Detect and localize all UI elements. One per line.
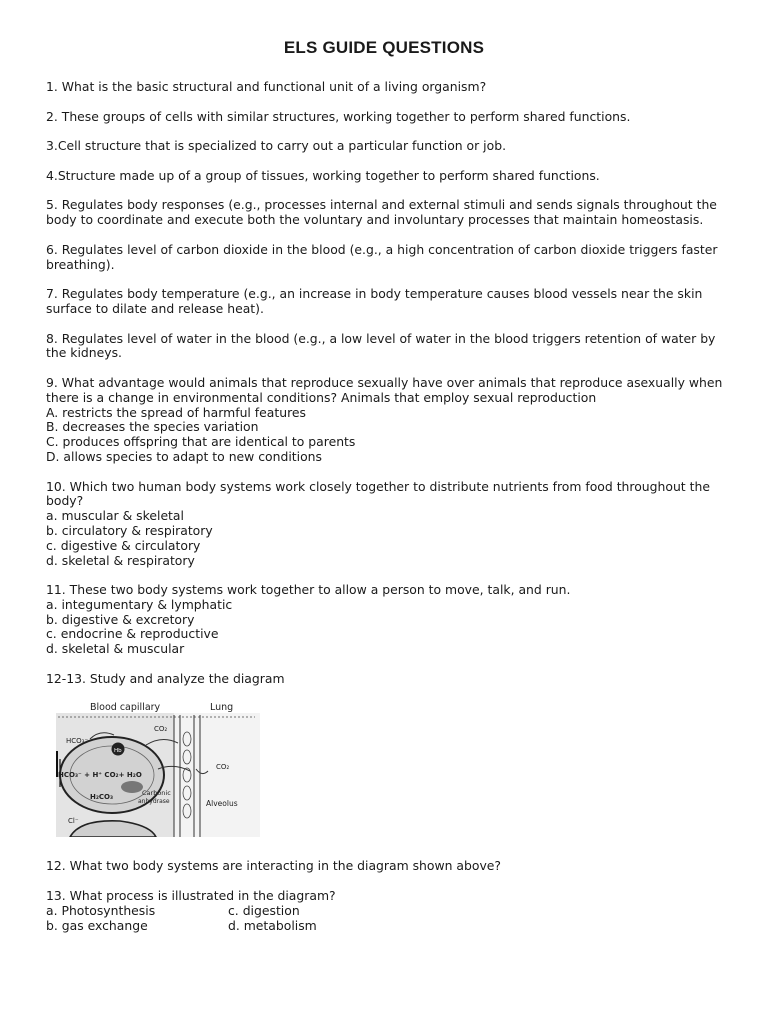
question-9 [46, 376, 726, 465]
gas-exchange-diagram [50, 699, 260, 837]
answer-options [46, 904, 726, 934]
question-text: 13. What process is illustrated in the diagram? [46, 888, 336, 904]
h2co3-label: H₂CO₃ [90, 793, 114, 802]
answer-option: a. integumentary & lymphatic [46, 596, 233, 612]
blood-capillary-label: Blood capillary [90, 702, 161, 714]
questions-list [46, 80, 726, 948]
question-12-13-intro [46, 672, 726, 687]
answer-option: C. produces offspring that are identical to parents [46, 434, 356, 450]
question-6 [46, 243, 726, 273]
carbonic-label: Carbonic [142, 789, 171, 798]
question-3 [46, 139, 726, 154]
question-text: 3.Cell structure that is specialized to carry out a particular function or job. [46, 138, 507, 154]
carbonic-anhydrase-enzyme [121, 781, 143, 793]
answer-option: c. digestion [228, 902, 300, 918]
cl-label: Cl⁻ [68, 817, 79, 826]
alveolus-label: Alveolus [206, 799, 238, 809]
answer-option: b. gas exchange [46, 917, 148, 933]
question-4 [46, 169, 726, 184]
answer-options [46, 598, 726, 657]
answer-option: c. endocrine & reproductive [46, 626, 219, 642]
question-text: 12-13. Study and analyze the diagram [46, 670, 285, 686]
answer-option: d. skeletal & respiratory [46, 552, 195, 568]
question-8 [46, 332, 726, 362]
answer-option: b. circulatory & respiratory [46, 522, 213, 538]
question-13 [46, 889, 726, 933]
question-12 [46, 859, 726, 874]
answer-option: c. digestive & circulatory [46, 537, 201, 553]
question-text: 9. What advantage would animals that reproduce sexually have over animals that reproduce asexually when there is a change in environmental conditions? Animals that employ sexual reproduction [46, 374, 723, 405]
answer-option: b. digestive & excretory [46, 611, 195, 627]
question-text: 11. These two body systems work together to allow a person to move, talk, and run. [46, 582, 571, 598]
answer-options [46, 406, 726, 465]
co2-label-right: CO₂ [216, 763, 230, 772]
answer-option: A. restricts the spread of harmful features [46, 404, 306, 420]
question-text: 1. What is the basic structural and functional unit of a living organism? [46, 79, 487, 94]
diagram-illustration [50, 699, 260, 837]
hco3-label-top: HCO₃⁻ [66, 737, 89, 746]
question-7 [46, 287, 726, 317]
question-2 [46, 110, 726, 125]
equation-label: HCO₃⁻ + H⁺ CO₂+ H₂O [58, 771, 142, 780]
question-text: 7. Regulates body temperature (e.g., an increase in body temperature causes blood vessels near the skin surface to dilate and release heat). [46, 286, 703, 316]
question-text: 5. Regulates body responses (e.g., processes internal and external stimuli and sends signals throughout the body to coordinate and execute both the voluntary and involuntary processes that maintain homeostasis. [46, 197, 717, 228]
answer-option: d. metabolism [228, 917, 317, 933]
question-text: 12. What two body systems are interacting in the diagram shown above? [46, 858, 501, 874]
answer-option: D. allows species to adapt to new conditions [46, 448, 322, 464]
question-text: 2. These groups of cells with similar structures, working together to perform shared functions. [46, 108, 631, 124]
answer-option: a. Photosynthesis [46, 902, 156, 918]
question-text: 8. Regulates level of water in the blood (e.g., a low level of water in the blood triggers retention of water by the kidneys. [46, 330, 716, 361]
question-5 [46, 198, 726, 228]
question-text: 10. Which two human body systems work closely together to distribute nutrients from food throughout the body? [46, 478, 710, 509]
question-text: 6. Regulates level of carbon dioxide in the blood (e.g., a high concentration of carbon dioxide triggers faster breathing). [46, 241, 718, 272]
question-1 [46, 80, 726, 95]
answer-option: B. decreases the species variation [46, 419, 259, 435]
co2-label-top: CO₂ [154, 725, 168, 734]
question-11 [46, 583, 726, 657]
lung-label: Lung [210, 702, 234, 714]
answer-option: a. muscular & skeletal [46, 508, 184, 524]
answer-options [46, 509, 726, 568]
page-title: ELS GUIDE QUESTIONS [283, 38, 485, 57]
anhydrase-label: anhydrase [138, 798, 170, 806]
question-10 [46, 480, 726, 569]
question-text: 4.Structure made up of a group of tissues, working together to perform shared functions. [46, 167, 600, 183]
hb-label: Hb [114, 748, 122, 755]
answer-option: d. skeletal & muscular [46, 641, 185, 657]
